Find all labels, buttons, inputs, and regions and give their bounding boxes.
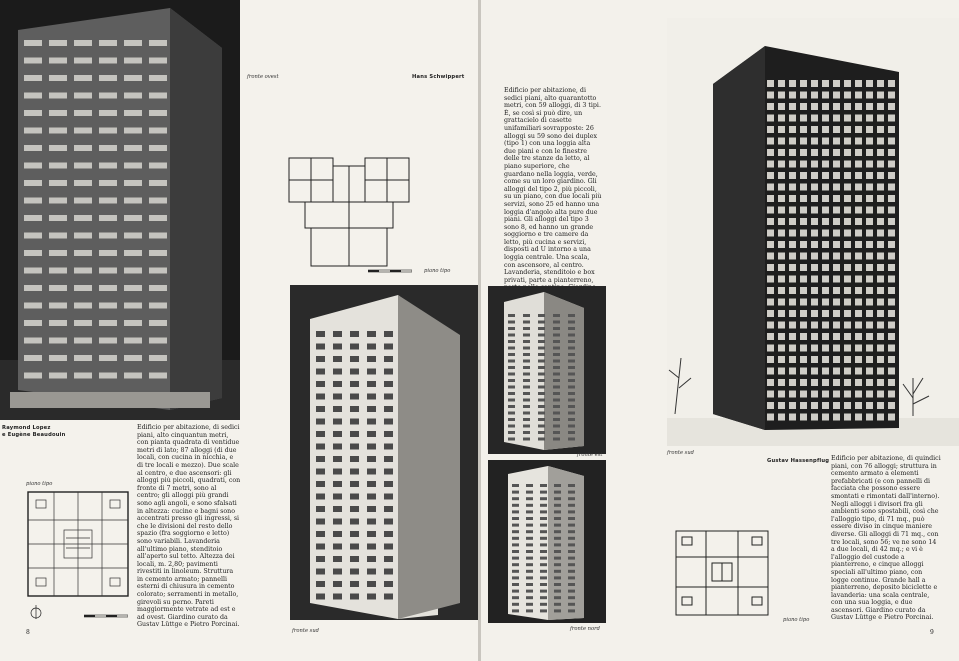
left-page xyxy=(0,0,478,661)
floor-plan-lopez xyxy=(26,490,130,598)
author-hassenpflug: Gustav Hassenpflug xyxy=(767,458,830,464)
body-text-hassenpflug: Edificio per abitazione, di quindici piani, con 76 alloggi; struttura in cemento armato a elementi prefabbricati (e con pannelli di facciata che possono essere smontati e rimontati dall'interno). Negli alloggi i divisori fra gli ambienti sono spostabili, così che l'alloggio tipo, di 71 mq., può essere diviso in cinque maniere diverse. Gli alloggi di 71 mq., con tre locali, sono 56; ve ne sono 14 a due locali, di 42 mq.; e vi è l'alloggio del custode a pianterreno, e cinque alloggi speciali all'ultimo piano, con logge continue. Grande hall a pianterreno, deposito biciclette e lavanderia: una scala centrale, con una sua loggia, e due ascensori. Giardino curato da Gustav Lüttge e Pietro Porcinai. xyxy=(831,455,941,622)
caption-piano-tipo-lopez: piano tipo xyxy=(26,481,53,487)
lopez-tower-photo xyxy=(0,0,240,420)
north-arrow-icon xyxy=(30,604,42,620)
schwippert-south-photo xyxy=(290,285,480,620)
scale-bar-icon xyxy=(84,614,128,619)
caption-fronte-ovest: fronte ovest xyxy=(247,74,279,80)
author-lopez xyxy=(2,425,66,438)
author-schwippert: Hans Schwippert xyxy=(412,74,465,80)
caption-piano-tipo-hassenpflug: piano tipo xyxy=(783,617,810,623)
hassenpflug-tower-photo xyxy=(667,18,959,446)
page-number-right: 9 xyxy=(930,629,934,636)
caption-fronte-nord: fronte nord xyxy=(570,626,600,632)
body-text-schwippert: Edificio per abitazione, di sedici piani, alto quarantotto metri, con 59 alloggi, di 3 tipi. È, se così si può dire, un grattacielo di casette unifamiliari sovrapposte: 26 alloggi su 59 sono dei duplex (tipo 1) con una loggia alta due piani e con le finestre delle tre stanze da letto, al piano superiore, che guardano nella loggia, verde, come su un loro giardino. Gli alloggi del tipo 2, più piccoli, su un piano, con due locali più servizi, sono 25 ed hanno una loggia d'angolo alta pure due piani. Gli alloggi del tipo 3 sono 8, ed hanno un grande soggiorno e tre camere da letto, più cucina e servizi, disposti ad U intorno a una loggia centrale. Una scala, con ascensore, al centro. Lavanderia, stenditoio e box privati, parte a pianterreno, xyxy=(504,87,602,284)
author-lopez-line2: e Eugène Beaudouin xyxy=(2,431,66,438)
caption-fronte-est: fronte est xyxy=(577,452,603,458)
caption-piano-tipo-schwippert: piano tipo xyxy=(424,268,451,274)
floor-plan-schwippert xyxy=(287,152,411,268)
floor-plan-hassenpflug xyxy=(674,527,770,617)
caption-fronte-sud-hassenpflug: fronte sud xyxy=(667,450,694,456)
author-lopez-line1: Raymond Lopez xyxy=(2,425,51,431)
schwippert-north-photo xyxy=(488,460,606,623)
schwippert-east-photo xyxy=(488,286,606,454)
right-page xyxy=(481,0,959,661)
body-text-lopez: Edificio per abitazione, di sedici piani, alto cinquantun metri, con pianta quadrata di ventidue metri di lato; 87 alloggi (di due locali, con cucina in nicchia, e di tre locali e mezzo). Due scale al centro, e due ascensori: gli alloggi più piccoli, quadrati, con fronte di 7 metri, sono al centro; gli alloggi più grandi sono agli angoli, e sono sfalsati in altezza: cucine e bagni sono accentrati presso gli ingressi, si che le divisioni del resto dello spazio (fra soggiorno e letto) sono variabili. Lavanderia all'ultimo piano, stenditoio all'aperto sul tetto. Altezza dei locali, m. 2,80; pavimenti rivestiti in linoleum. Struttura in cemento armato; pannelli esterni di chiusura in cemento colorato; serramenti in metallo, girevoli su perno. Pareti maggiormente vetrate ad est e ad ovest. Giardino curato da Gustav Lüttge e Pietro Porcinai. xyxy=(137,424,241,629)
caption-fronte-sud-schwippert: fronte sud xyxy=(292,628,319,634)
scale-bar-schwippert-icon xyxy=(368,268,412,274)
page-number-left: 8 xyxy=(26,629,30,636)
